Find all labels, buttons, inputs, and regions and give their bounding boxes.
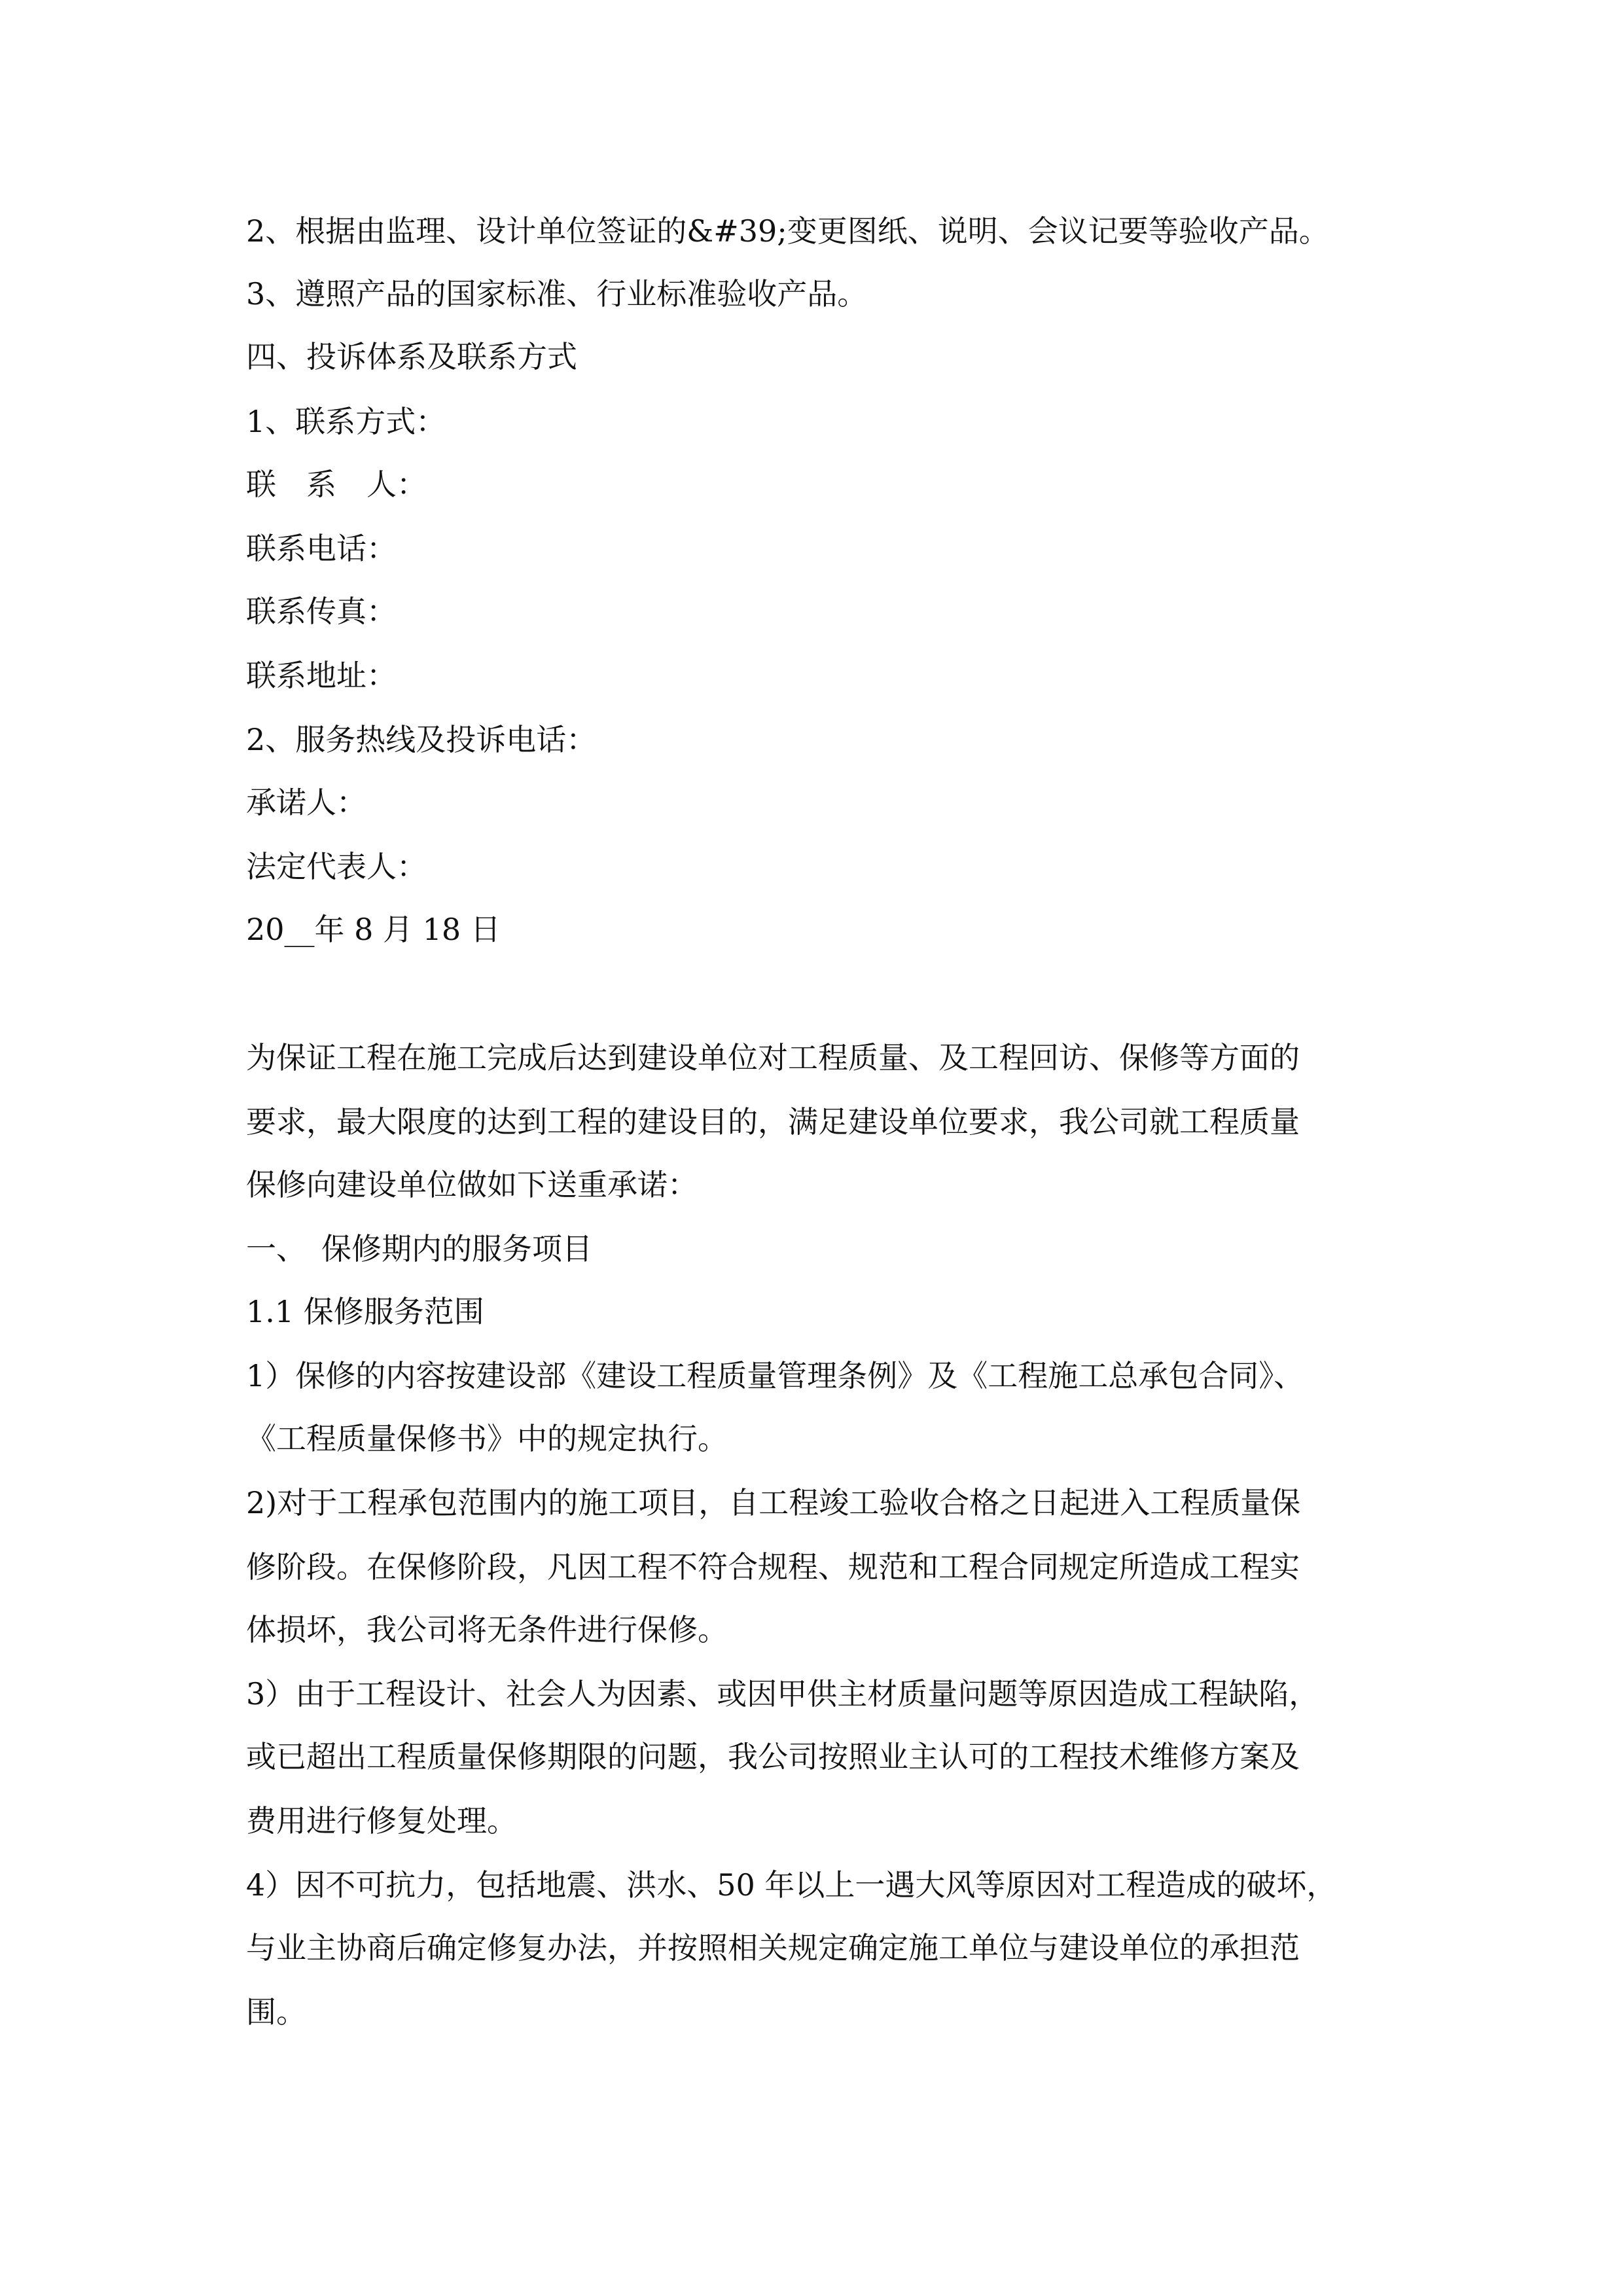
paragraph-line: 与业主协商后确定修复办法，并按照相关规定确定施工单位与建设单位的承担范: [246, 1930, 1300, 1965]
paragraph-line: 要求，最大限度的达到工程的建设目的，满足建设单位要求，我公司就工程质量: [246, 1104, 1300, 1139]
paragraph-line: 围。: [246, 1994, 306, 2030]
paragraph-line: 4）因不可抗力，包括地震、洪水、50 年以上一遇大风等原因对工程造成的破坏，: [246, 1867, 1337, 1903]
paragraph-line: 或已超出工程质量保修期限的问题，我公司按照业主认可的工程技术维修方案及: [246, 1739, 1300, 1774]
promisor-label: 承诺人：: [246, 785, 366, 820]
contact-fax-label: 联系传真：: [246, 594, 397, 629]
text-line: 3、遵照产品的国家标准、行业标准验收产品。: [246, 276, 868, 312]
text-line: 2、根据由监理、设计单位签证的&#39;变更图纸、说明、会议记要等验收产品。: [246, 213, 1329, 249]
paragraph-line: 1）保修的内容按建设部《建设工程质量管理条例》及《工程施工总承包合同》、: [246, 1358, 1304, 1393]
section-heading: 四、投诉体系及联系方式: [246, 339, 577, 374]
paragraph-line: 修阶段。在保修阶段，凡因工程不符合规程、规范和工程合同规定所造成工程实: [246, 1549, 1300, 1585]
paragraph-line: 费用进行修复处理。: [246, 1803, 517, 1839]
text-line: 1、联系方式：: [246, 404, 446, 439]
paragraph-line: 保修向建设单位做如下送重承诺：: [246, 1167, 698, 1202]
contact-phone-label: 联系电话：: [246, 531, 397, 566]
paragraph-line: 为保证工程在施工完成后达到建设单位对工程质量、及工程回访、保修等方面的: [246, 1040, 1300, 1075]
date-line: 20__年 8 月 18 日: [246, 912, 501, 947]
section-heading: 一、 保修期内的服务项目: [246, 1231, 592, 1266]
paragraph-line: 《工程质量保修书》中的规定执行。: [246, 1421, 728, 1456]
paragraph-line: 体损坏，我公司将无条件进行保修。: [246, 1612, 728, 1647]
hotline-label: 2、服务热线及投诉电话：: [246, 722, 597, 757]
contact-person-label: 联 系 人：: [246, 467, 427, 502]
paragraph-line: 3）由于工程设计、社会人为因素、或因甲供主材质量问题等原因造成工程缺陷，: [246, 1676, 1319, 1712]
legal-representative-label: 法定代表人：: [246, 849, 427, 884]
paragraph-line: 2)对于工程承包范围内的施工项目，自工程竣工验收合格之日起进入工程质量保: [246, 1485, 1301, 1520]
subsection-heading: 1.1 保修服务范围: [246, 1294, 484, 1329]
contact-address-label: 联系地址：: [246, 658, 397, 693]
